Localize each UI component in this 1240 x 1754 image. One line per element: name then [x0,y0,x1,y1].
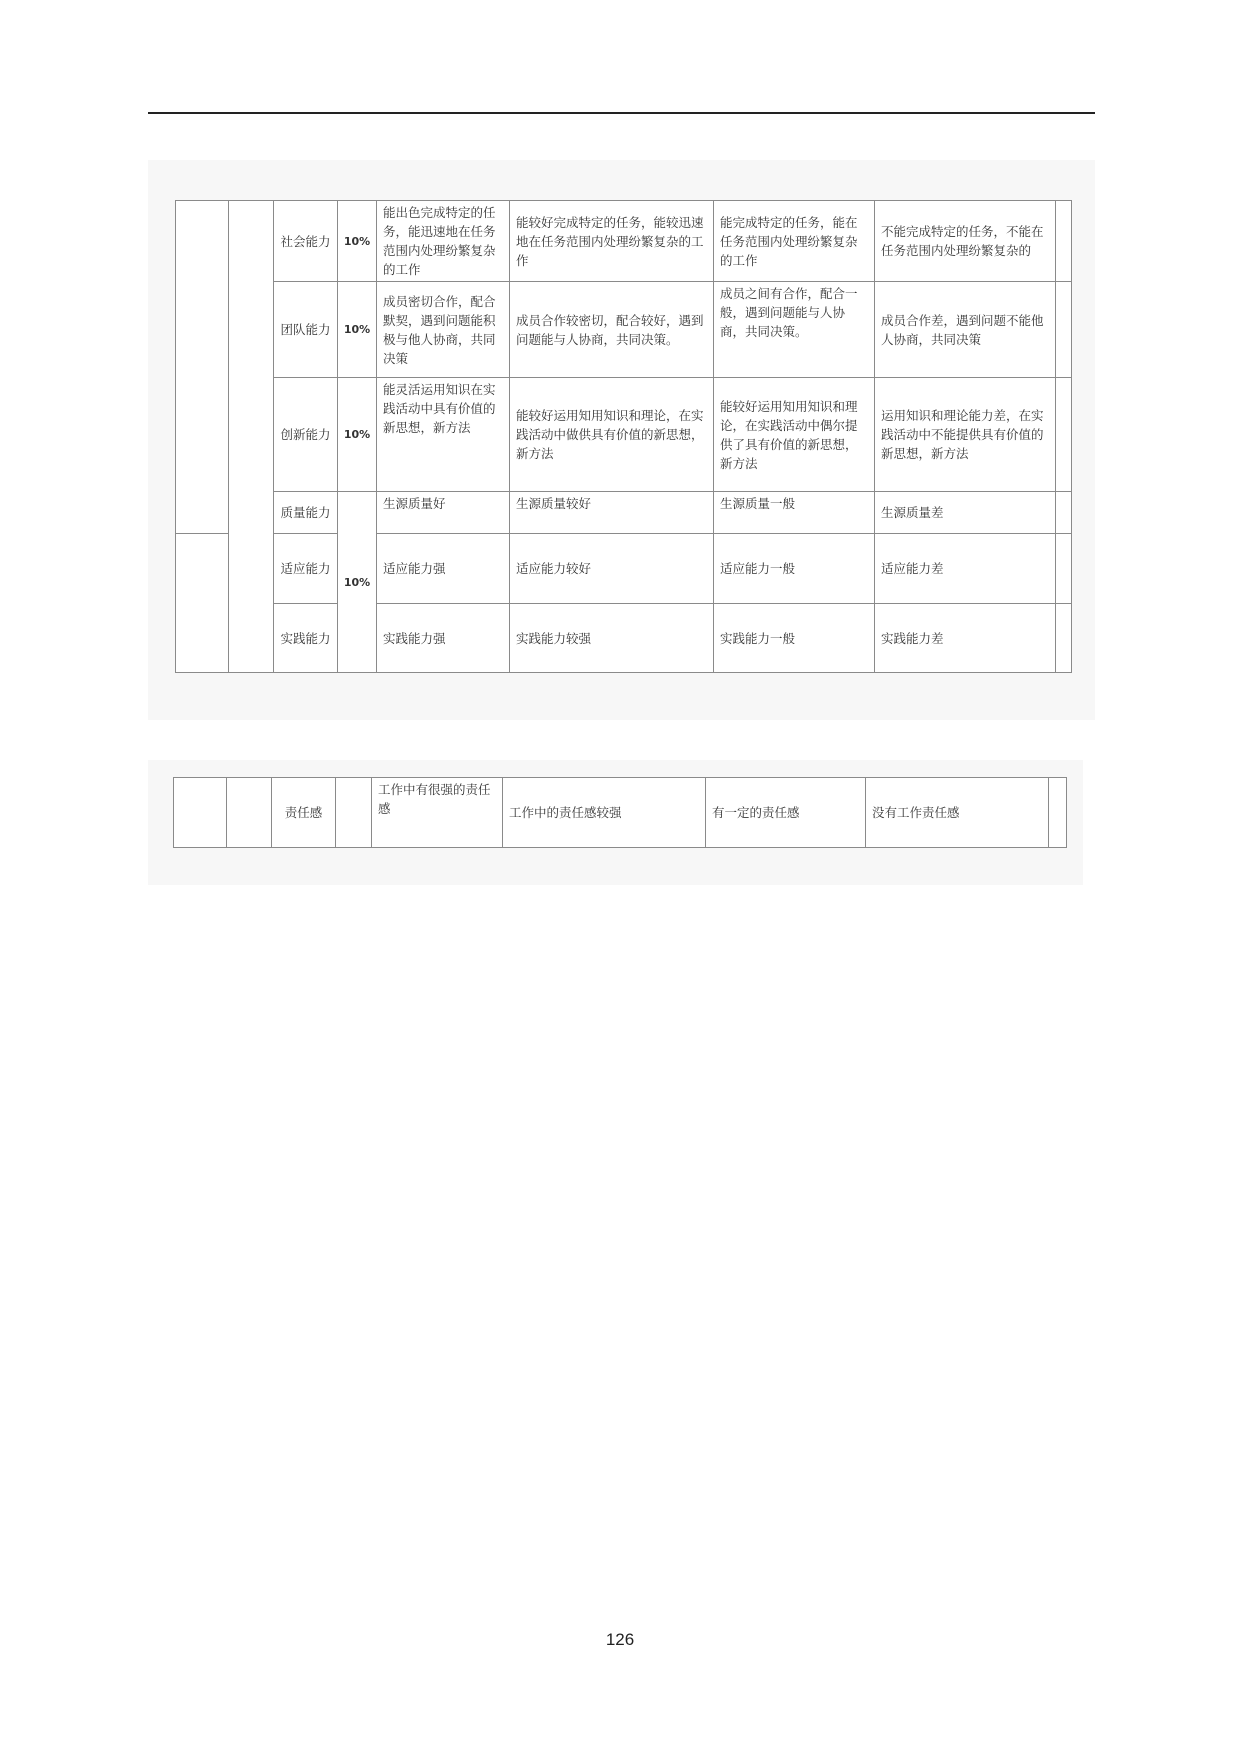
level-fair: 适应能力一般 [714,534,875,604]
level-good: 能较好运用知用知识和理论，在实践活动中做供具有价值的新思想，新方法 [510,378,714,492]
category-cell [176,534,229,673]
level-fair: 实践能力一般 [714,604,875,673]
level-excellent: 生源质量好 [377,492,510,534]
extra-cell [1056,534,1072,604]
weight-cell: 10% [338,378,377,492]
level-good: 适应能力较好 [510,534,714,604]
criterion-name: 责任感 [272,778,336,848]
subcategory-cell [227,778,272,848]
criterion-name: 团队能力 [274,282,338,378]
subcategory-cell [229,201,274,673]
level-poor: 成员合作差，遇到问题不能他人协商，共同决策 [875,282,1056,378]
level-excellent: 适应能力强 [377,534,510,604]
level-excellent: 工作中有很强的责任感 [372,778,503,848]
criterion-name: 创新能力 [274,378,338,492]
extra-cell [1056,378,1072,492]
level-excellent: 实践能力强 [377,604,510,673]
criterion-name: 社会能力 [274,201,338,282]
level-good: 生源质量较好 [510,492,714,534]
criterion-name: 质量能力 [274,492,338,534]
level-good: 实践能力较强 [510,604,714,673]
level-fair: 生源质量一般 [714,492,875,534]
responsibility-table [173,777,1067,848]
table-row [176,378,1072,492]
weight-cell-merged: 10% [338,492,377,673]
extra-cell [1056,201,1072,282]
criterion-name: 适应能力 [274,534,338,604]
extra-cell [1049,778,1067,848]
evaluation-table [175,200,1072,673]
table-row [174,778,1067,848]
level-excellent: 成员密切合作，配合默契，遇到问题能积极与他人协商，共同决策 [377,282,510,378]
category-cell [176,201,229,534]
level-fair: 有一定的责任感 [706,778,866,848]
extra-cell [1056,604,1072,673]
weight-cell: 10% [338,201,377,282]
table-row [176,201,1072,282]
extra-cell [1056,282,1072,378]
weight-cell: 10% [338,282,377,378]
level-excellent: 能出色完成特定的任务，能迅速地在任务范围内处理纷繁复杂的工作 [377,201,510,282]
level-fair: 能较好运用知用知识和理论，在实践活动中偶尔提供了具有价值的新思想，新方法 [714,378,875,492]
table-row [176,282,1072,378]
level-poor: 生源质量差 [875,492,1056,534]
page-number: 126 [605,1630,635,1649]
level-excellent: 能灵活运用知识在实践活动中具有价值的新思想，新方法 [377,378,510,492]
table-row [176,492,1072,534]
level-good: 工作中的责任感较强 [503,778,706,848]
level-good: 能较好完成特定的任务，能较迅速地在任务范围内处理纷繁复杂的工作 [510,201,714,282]
level-poor: 不能完成特定的任务，不能在任务范围内处理纷繁复杂的 [875,201,1056,282]
level-poor: 实践能力差 [875,604,1056,673]
level-poor: 没有工作责任感 [866,778,1049,848]
level-fair: 能完成特定的任务，能在任务范围内处理纷繁复杂的工作 [714,201,875,282]
table-row [176,534,1072,604]
header-rule [148,112,1095,114]
weight-cell [336,778,372,848]
level-good: 成员合作较密切，配合较好，遇到问题能与人协商，共同决策。 [510,282,714,378]
category-cell [174,778,227,848]
level-poor: 适应能力差 [875,534,1056,604]
extra-cell [1056,492,1072,534]
level-fair: 成员之间有合作，配合一般，遇到问题能与人协商，共同决策。 [714,282,875,378]
level-poor: 运用知识和理论能力差，在实践活动中不能提供具有价值的新思想，新方法 [875,378,1056,492]
criterion-name: 实践能力 [274,604,338,673]
table-row [176,604,1072,673]
